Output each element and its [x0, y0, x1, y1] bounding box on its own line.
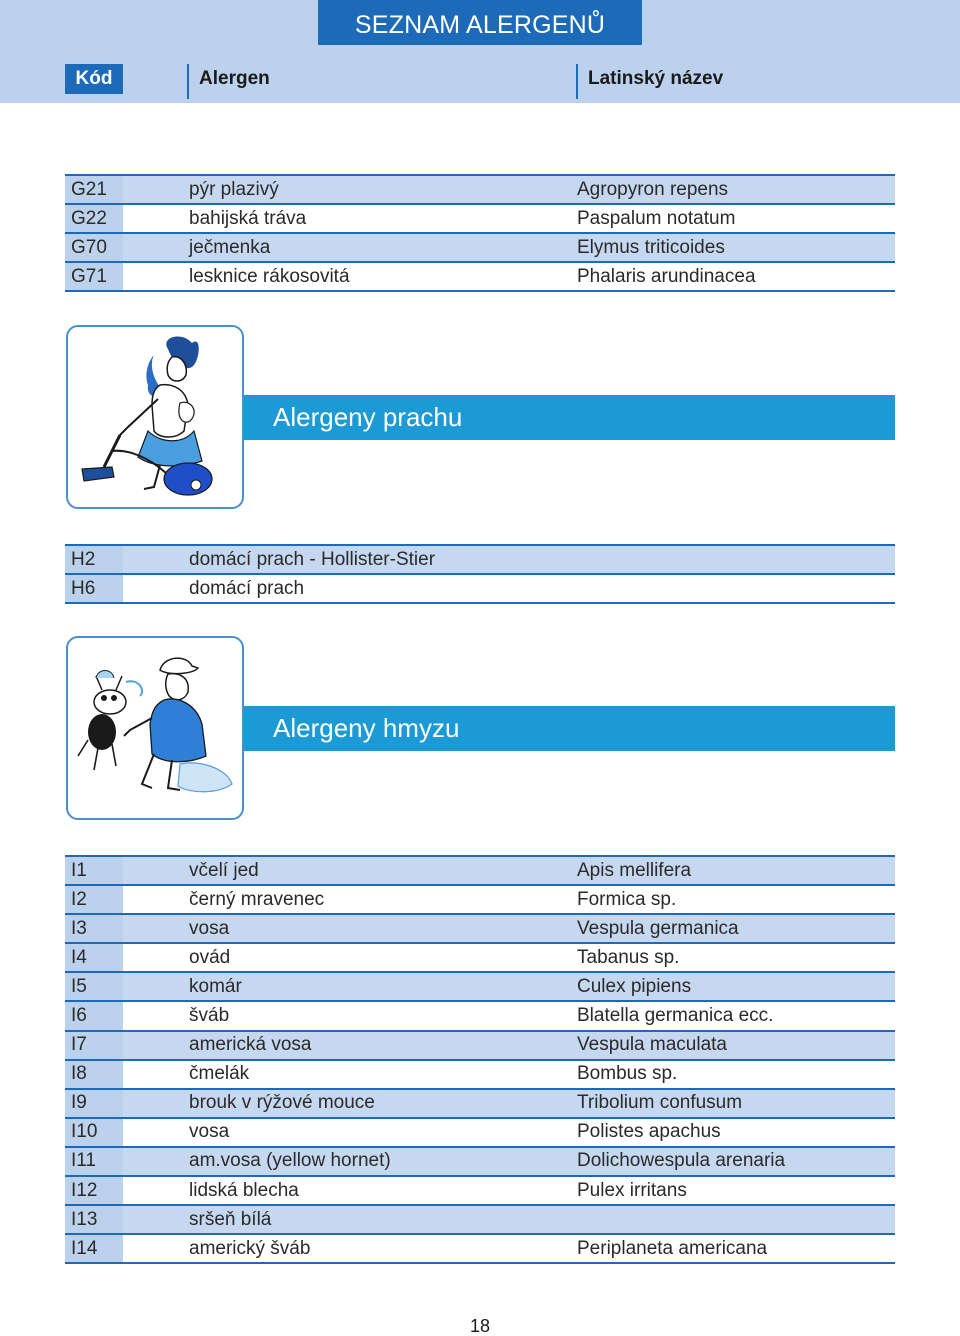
allergen-code: I7: [71, 1034, 87, 1056]
allergen-latin-name: Blatella germanica ecc.: [577, 1005, 774, 1027]
allergen-code: I4: [71, 946, 87, 968]
table-row: [65, 1061, 895, 1090]
allergen-latin-name: Culex pipiens: [577, 975, 692, 997]
allergen-latin-name: Dolichowespula arenaria: [577, 1150, 786, 1172]
page-title: SEZNAM ALERGENŮ: [318, 0, 642, 45]
column-header-latin: Latinský název: [588, 68, 724, 89]
table-row: [65, 886, 895, 915]
table-row: [65, 575, 895, 604]
allergen-code: I1: [71, 859, 87, 881]
allergen-latin-name: Paspalum notatum: [577, 207, 736, 229]
allergen-code: I12: [71, 1179, 98, 1201]
allergen-latin-name: Polistes apachus: [577, 1121, 721, 1143]
allergen-code: I14: [71, 1237, 98, 1259]
table-row: [65, 1032, 895, 1061]
allergen-name: ovád: [189, 946, 231, 968]
allergen-name: lidská blecha: [189, 1179, 299, 1201]
allergen-code: I8: [71, 1063, 87, 1085]
allergen-latin-name: Apis mellifera: [577, 859, 692, 881]
allergen-latin-name: Vespula maculata: [577, 1034, 727, 1056]
table-row: [65, 1119, 895, 1148]
table-row: [65, 1206, 895, 1235]
allergen-code: I5: [71, 975, 87, 997]
allergen-code: G22: [71, 207, 107, 229]
allergen-code: H2: [71, 548, 96, 570]
allergen-code: G70: [71, 236, 107, 258]
dust-allergen-table: [65, 546, 895, 604]
allergen-code: I10: [71, 1121, 98, 1143]
table-row: [65, 1002, 895, 1031]
allergen-code: I9: [71, 1092, 87, 1114]
allergen-name: am.vosa (yellow hornet): [189, 1150, 391, 1172]
table-row: [65, 205, 895, 234]
table-row: [65, 1090, 895, 1119]
man-with-insect-illustration: [66, 636, 244, 820]
allergen-name: sršeň bílá: [189, 1208, 272, 1230]
woman-vacuuming-illustration: [66, 325, 244, 509]
table-row: [65, 1235, 895, 1264]
allergen-name: včelí jed: [189, 859, 259, 881]
allergen-latin-name: Formica sp.: [577, 888, 677, 910]
allergen-name: domácí prach - Hollister-Stier: [189, 548, 436, 570]
allergen-name: vosa: [189, 1121, 230, 1143]
table-row: [65, 915, 895, 944]
allergen-latin-name: Elymus triticoides: [577, 236, 725, 258]
allergen-name: lesknice rákosovitá: [189, 265, 350, 287]
allergen-code: G21: [71, 178, 107, 200]
allergen-code: I3: [71, 917, 87, 939]
allergen-name: domácí prach: [189, 577, 305, 599]
allergen-name: černý mravenec: [189, 888, 325, 910]
allergen-latin-name: Bombus sp.: [577, 1063, 678, 1085]
column-divider: [187, 64, 189, 99]
allergen-name: pýr plazivý: [189, 178, 279, 200]
grass-allergen-table: [65, 176, 895, 292]
table-row: [65, 546, 895, 575]
allergen-latin-name: Tribolium confusum: [577, 1092, 743, 1114]
page-number: 18: [469, 1316, 491, 1336]
allergen-name: ječmenka: [189, 236, 271, 258]
table-row: [65, 234, 895, 263]
table-row: [65, 944, 895, 973]
allergen-name: komár: [189, 975, 242, 997]
allergen-name: šváb: [189, 1005, 230, 1027]
allergen-name: bahijská tráva: [189, 207, 307, 229]
allergen-code: G71: [71, 265, 107, 287]
allergen-latin-name: Phalaris arundinacea: [577, 265, 756, 287]
allergen-name: americký šváb: [189, 1237, 311, 1259]
allergen-latin-name: Pulex irritans: [577, 1179, 687, 1201]
table-row: [65, 1177, 895, 1206]
table-row: [65, 1148, 895, 1177]
allergen-code: I11: [71, 1150, 97, 1172]
allergen-latin-name: Agropyron repens: [577, 178, 729, 200]
allergen-name: čmelák: [189, 1063, 250, 1085]
allergen-code: H6: [71, 577, 96, 599]
insect-section-title: Alergeny hmyzu: [244, 706, 895, 751]
allergen-name: vosa: [189, 917, 230, 939]
table-row: [65, 973, 895, 1002]
table-row: [65, 263, 895, 292]
allergen-latin-name: Periplaneta americana: [577, 1237, 768, 1259]
allergen-name: brouk v rýžové mouce: [189, 1092, 375, 1114]
allergen-code: I2: [71, 888, 87, 910]
table-row: [65, 857, 895, 886]
insect-allergen-table: [65, 857, 895, 1264]
allergen-name: americká vosa: [189, 1034, 312, 1056]
table-row: [65, 176, 895, 205]
column-header-allergen: Alergen: [199, 68, 270, 89]
allergen-code: I6: [71, 1005, 87, 1027]
allergen-latin-name: Vespula germanica: [577, 917, 739, 939]
column-divider: [576, 64, 578, 99]
allergen-latin-name: Tabanus sp.: [577, 946, 680, 968]
column-header-code: Kód: [65, 64, 123, 94]
allergen-code: I13: [71, 1208, 98, 1230]
dust-section-title: Alergeny prachu: [244, 395, 895, 440]
